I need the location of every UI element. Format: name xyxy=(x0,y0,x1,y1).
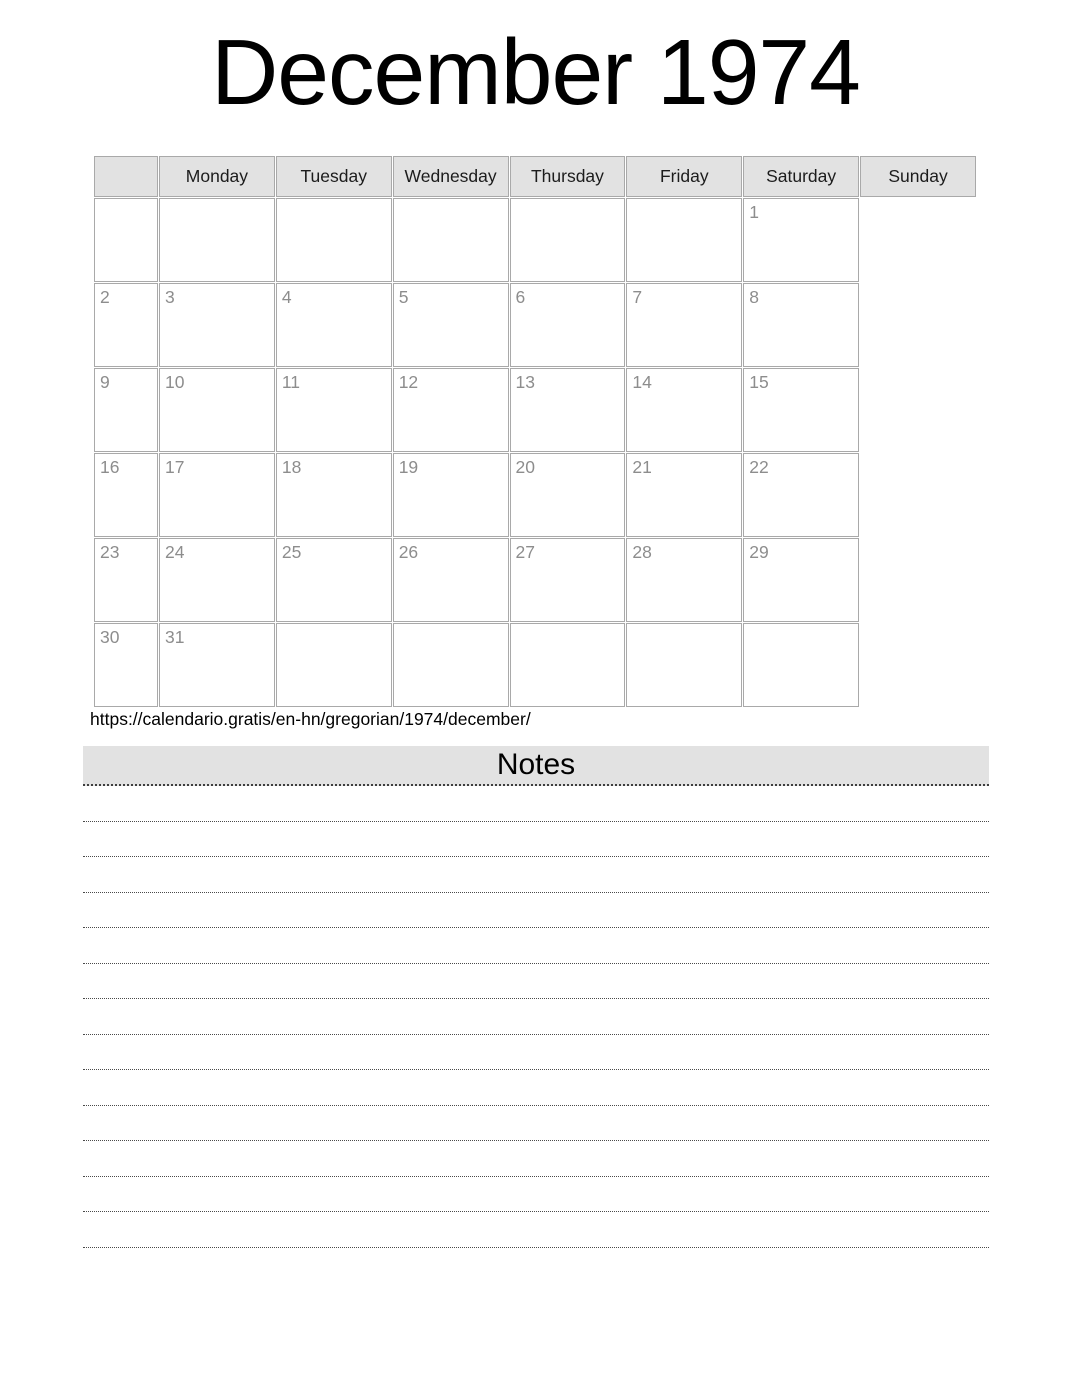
weekday-header-thursday: Thursday xyxy=(510,156,626,197)
note-line xyxy=(83,1212,989,1248)
weekday-header-row xyxy=(94,156,976,197)
note-line xyxy=(83,1141,989,1177)
week-row xyxy=(94,283,976,367)
day-cell-empty xyxy=(393,623,509,707)
day-cell-30: 30 xyxy=(94,623,158,707)
day-cell-21: 21 xyxy=(626,453,742,537)
note-line xyxy=(83,1106,989,1142)
day-cell-10: 10 xyxy=(159,368,275,452)
day-cell-3: 3 xyxy=(159,283,275,367)
notes-heading: Notes xyxy=(83,746,989,786)
source-url: https://calendario.gratis/en-hn/gregorian/1974/december/ xyxy=(90,709,531,729)
week-row xyxy=(94,538,976,622)
notes-lines xyxy=(83,786,989,1248)
day-cell-20: 20 xyxy=(510,453,626,537)
note-line xyxy=(83,1177,989,1213)
day-cell-empty xyxy=(626,623,742,707)
day-cell-28: 28 xyxy=(626,538,742,622)
day-cell-empty xyxy=(393,198,509,282)
day-cell-empty xyxy=(94,198,158,282)
day-cell-27: 27 xyxy=(510,538,626,622)
note-line xyxy=(83,999,989,1035)
day-cell-empty xyxy=(626,198,742,282)
week-row xyxy=(94,453,976,537)
day-cell-17: 17 xyxy=(159,453,275,537)
calendar-table xyxy=(93,155,977,708)
day-cell-12: 12 xyxy=(393,368,509,452)
day-cell-6: 6 xyxy=(510,283,626,367)
day-cell-empty xyxy=(743,623,859,707)
note-line xyxy=(83,928,989,964)
day-cell-29: 29 xyxy=(743,538,859,622)
day-cell-empty xyxy=(510,198,626,282)
day-cell-5: 5 xyxy=(393,283,509,367)
week-row xyxy=(94,368,976,452)
weekday-header-saturday: Saturday xyxy=(743,156,859,197)
day-cell-4: 4 xyxy=(276,283,392,367)
weekday-header-friday: Friday xyxy=(626,156,742,197)
weekday-header-tuesday: Tuesday xyxy=(276,156,392,197)
week-number-column xyxy=(94,156,158,197)
day-cell-23: 23 xyxy=(94,538,158,622)
day-cell-15: 15 xyxy=(743,368,859,452)
note-line xyxy=(83,822,989,858)
calendar-body xyxy=(94,198,976,707)
weekday-header-sunday: Sunday xyxy=(860,156,976,197)
note-line xyxy=(83,1070,989,1106)
note-line xyxy=(83,786,989,822)
day-cell-11: 11 xyxy=(276,368,392,452)
day-cell-19: 19 xyxy=(393,453,509,537)
day-cell-24: 24 xyxy=(159,538,275,622)
day-cell-empty xyxy=(510,623,626,707)
day-cell-9: 9 xyxy=(94,368,158,452)
day-cell-7: 7 xyxy=(626,283,742,367)
page-title: December 1974 xyxy=(211,20,860,124)
notes-section xyxy=(83,746,989,1248)
day-cell-empty xyxy=(276,198,392,282)
day-cell-14: 14 xyxy=(626,368,742,452)
day-cell-empty xyxy=(276,623,392,707)
note-line xyxy=(83,1035,989,1071)
day-cell-empty xyxy=(159,198,275,282)
day-cell-25: 25 xyxy=(276,538,392,622)
day-cell-16: 16 xyxy=(94,453,158,537)
note-line xyxy=(83,964,989,1000)
day-cell-18: 18 xyxy=(276,453,392,537)
weekday-header-monday: Monday xyxy=(159,156,275,197)
day-cell-8: 8 xyxy=(743,283,859,367)
day-cell-2: 2 xyxy=(94,283,158,367)
weekday-header-wednesday: Wednesday xyxy=(393,156,509,197)
day-cell-22: 22 xyxy=(743,453,859,537)
day-cell-1: 1 xyxy=(743,198,859,282)
day-cell-31: 31 xyxy=(159,623,275,707)
note-line xyxy=(83,893,989,929)
note-line xyxy=(83,857,989,893)
day-cell-13: 13 xyxy=(510,368,626,452)
week-row xyxy=(94,198,976,282)
day-cell-26: 26 xyxy=(393,538,509,622)
week-row xyxy=(94,623,976,707)
